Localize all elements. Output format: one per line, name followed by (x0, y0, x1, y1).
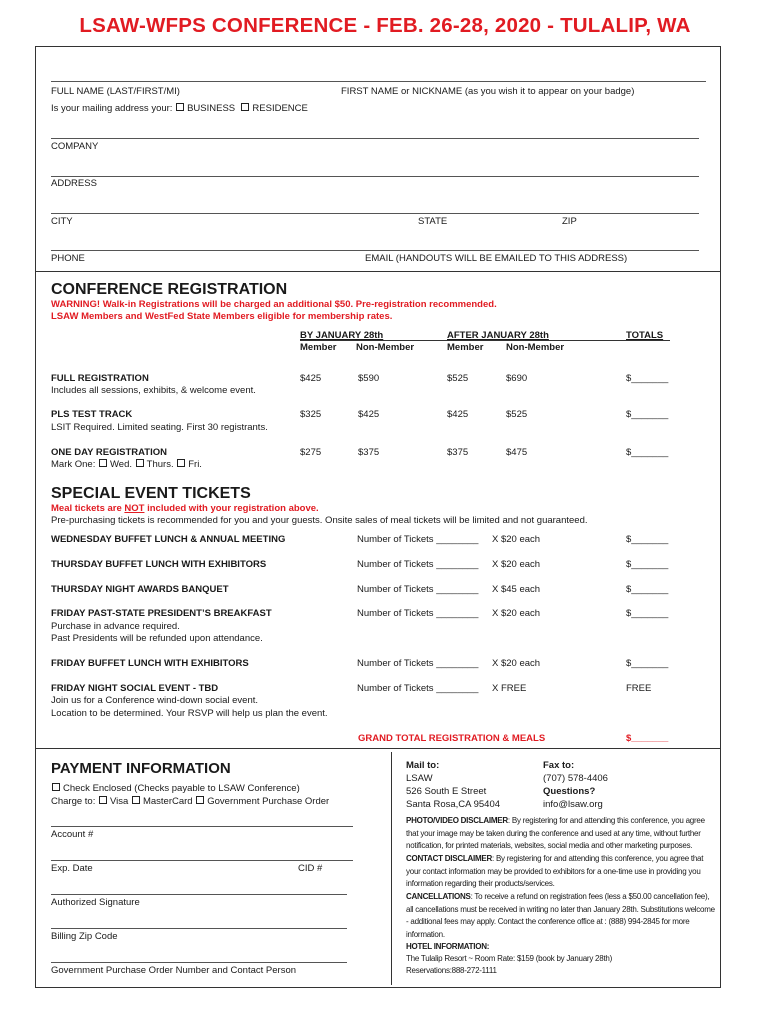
registration-heading: CONFERENCE REGISTRATION (51, 281, 288, 298)
exp-line[interactable] (51, 860, 353, 861)
pls-test-track-name: PLS TEST TRACK (51, 409, 133, 420)
signature-line[interactable] (51, 894, 347, 895)
ticket-thu-lunch-total[interactable]: $_______ (626, 559, 669, 570)
one-day-desc (51, 459, 202, 470)
ticket-breakfast-number[interactable]: Number of Tickets ________ (357, 608, 479, 619)
hotel-title: HOTEL INFORMATION: (406, 942, 490, 951)
mark-one-label: Mark One: (51, 459, 96, 470)
contact-disclaimer (406, 853, 706, 891)
cancellation-title: CANCELLATIONS (406, 892, 471, 901)
residence-label: RESIDENCE (252, 103, 308, 114)
thu-label: Thurs. (146, 459, 174, 470)
visa-label: Visa (110, 796, 129, 807)
fri-checkbox[interactable] (177, 459, 185, 467)
mastercard-checkbox[interactable] (132, 796, 140, 804)
full-registration-name: FULL REGISTRATION (51, 373, 149, 384)
hotel-line1: The Tulalip Resort ~ Room Rate: $159 (book by January 28th) (406, 954, 613, 963)
tickets-heading: SPECIAL EVENT TICKETS (51, 485, 251, 502)
cancellation-text: : To receive a refund on registration fees (less a $50.00 cancellation fee), all cancellations must be received in writing no later than January 28th. Substitutions welcome - additional fees may apply. Contact the conference office at : (888) 994-2845 for more information. (406, 892, 715, 939)
nonmember-col-2: Non-Member (506, 342, 565, 353)
visa-checkbox[interactable] (99, 796, 107, 804)
ticket-thu-lunch-name: THURSDAY BUFFET LUNCH WITH EXHIBITORS (51, 559, 267, 570)
ticket-breakfast-desc1: Purchase in advance required. (51, 621, 180, 632)
ticket-social-name: FRIDAY NIGHT SOCIAL EVENT - TBD (51, 683, 219, 694)
mail-line3: Santa Rosa,CA 95404 (406, 799, 501, 810)
fri-label: Fri. (188, 459, 202, 470)
wed-label: Wed. (110, 459, 133, 470)
state-label: STATE (418, 216, 448, 227)
ticket-breakfast-name: FRIDAY PAST-STATE PRESIDENT’S BREAKFAST (51, 608, 272, 619)
ticket-fri-lunch-total[interactable]: $_______ (626, 658, 669, 669)
full-reg-total-field[interactable]: $_______ (626, 373, 669, 384)
ticket-breakfast-price: X $20 each (492, 608, 541, 619)
tickets-note2: Pre-purchasing tickets is recommended for you and your guests. Onsite sales of meal tickets will be limited and not guaranteed. (51, 515, 588, 526)
mail-line2: 526 South E Street (406, 786, 487, 797)
after-date-header: AFTER JANUARY 28th (447, 330, 549, 341)
ticket-social-desc1: Join us for a Conference wind-down social event. (51, 695, 259, 706)
phone-label: PHONE (51, 253, 85, 264)
header-rule (300, 340, 670, 341)
one-day-name: ONE DAY REGISTRATION (51, 447, 167, 458)
ticket-fri-lunch-price: X $20 each (492, 658, 541, 669)
tickets-note (51, 503, 319, 514)
mastercard-label: MasterCard (142, 796, 193, 807)
ticket-breakfast-desc2: Past Presidents will be refunded upon attendance. (51, 633, 263, 644)
pls-by-nonmember: $425 (358, 409, 380, 420)
account-label: Account # (51, 829, 94, 840)
photo-disclaimer-title: PHOTO/VIDEO DISCLAIMER (406, 816, 508, 825)
mailing-question (51, 103, 308, 114)
po-label: Government Purchase Order Number and Contact Person (51, 965, 297, 976)
full-name-line[interactable] (51, 81, 706, 82)
cancellation-policy (406, 891, 716, 941)
charge-options (51, 796, 329, 807)
check-label: Check Enclosed (Checks payable to LSAW Conference) (63, 783, 300, 794)
tickets-note-post: included with your registration above. (144, 503, 319, 514)
mail-line1: LSAW (406, 773, 433, 784)
fax-label: Fax to: (543, 760, 575, 771)
billing-zip-line[interactable] (51, 928, 347, 929)
ticket-fri-lunch-number[interactable]: Number of Tickets ________ (357, 658, 479, 669)
nickname-label: FIRST NAME or NICKNAME (as you wish it to appear on your badge) (341, 86, 635, 97)
ticket-fri-lunch-name: FRIDAY BUFFET LUNCH WITH EXHIBITORS (51, 658, 249, 669)
tickets-note-not: NOT (124, 503, 145, 514)
page-title: LSAW-WFPS CONFERENCE - FEB. 26-28, 2020 - TULALIP, WA (79, 14, 691, 37)
wed-checkbox[interactable] (99, 459, 107, 467)
charge-to-label: Charge to: (51, 796, 96, 807)
payment-vertical-divider (391, 752, 392, 985)
member-eligibility: LSAW Members and WestFed State Members eligible for membership rates. (51, 311, 393, 322)
one-day-by-nonmember: $375 (358, 447, 380, 458)
check-checkbox[interactable] (52, 783, 60, 791)
full-registration-desc: Includes all sessions, exhibits, & welcome event. (51, 385, 256, 396)
payment-divider (35, 748, 720, 749)
ticket-breakfast-total[interactable]: $_______ (626, 608, 669, 619)
ticket-banquet-total[interactable]: $_______ (626, 584, 669, 595)
photo-disclaimer-text: : By registering for and attending this conference, you agree that your image may be taken during the conference and used at any time, without further notification, for printed materials, websites, social media and other marketing purposes. (406, 816, 705, 850)
residence-checkbox[interactable] (241, 103, 249, 111)
contact-disclaimer-text: : By registering for and attending this conference, you agree that your contact information may be provided to exhibitors for a one-time use in providing you information regarding their products/services. (406, 854, 704, 888)
address-label: ADDRESS (51, 178, 97, 189)
zip-label: ZIP (562, 216, 577, 227)
ticket-social-desc2: Location to be determined. Your RSVP will help us plan the event. (51, 708, 328, 719)
ticket-social-total: FREE (626, 683, 652, 694)
cid-label: CID # (298, 863, 323, 874)
questions-label: Questions? (543, 786, 596, 797)
ticket-thu-lunch-price: X $20 each (492, 559, 541, 570)
walkin-warning: WARNING! Walk-in Registrations will be charged an additional $50. Pre-registration recommended. (51, 299, 497, 310)
mail-label: Mail to: (406, 760, 440, 771)
ticket-wed-number[interactable]: Number of Tickets ________ (357, 534, 479, 545)
totals-header: TOTALS (626, 330, 664, 341)
address-line[interactable] (51, 176, 699, 177)
account-line[interactable] (51, 826, 353, 827)
grand-total-field[interactable]: $_______ (626, 733, 669, 744)
po-line[interactable] (51, 962, 347, 963)
contact-disclaimer-title: CONTACT DISCLAIMER (406, 854, 493, 863)
ticket-wed-name: WEDNESDAY BUFFET LUNCH & ANNUAL MEETING (51, 534, 286, 545)
ticket-banquet-name: THURSDAY NIGHT AWARDS BANQUET (51, 584, 229, 595)
fax-number: (707) 578-4406 (543, 773, 608, 784)
full-reg-by-member: $425 (300, 373, 322, 384)
info-email[interactable]: info@lsaw.org (543, 799, 603, 810)
exp-label: Exp. Date (51, 863, 93, 874)
company-label: COMPANY (51, 141, 99, 152)
city-line[interactable] (51, 213, 699, 214)
ticket-wed-price: X $20 each (492, 534, 541, 545)
one-day-total-field[interactable]: $_______ (626, 447, 669, 458)
email-label: EMAIL (HANDOUTS WILL BE EMAILED TO THIS ADDRESS) (365, 253, 628, 264)
ticket-social-number[interactable]: Number of Tickets ________ (357, 683, 479, 694)
by-date-header: BY JANUARY 28th (300, 330, 384, 341)
company-line[interactable] (51, 138, 699, 139)
city-label: CITY (51, 216, 73, 227)
gov-po-checkbox[interactable] (196, 796, 204, 804)
business-checkbox[interactable] (176, 103, 184, 111)
thu-checkbox[interactable] (136, 459, 144, 467)
tickets-note-pre: Meal tickets are (51, 503, 125, 514)
payment-heading: PAYMENT INFORMATION (51, 760, 231, 777)
check-option (51, 783, 300, 794)
ticket-wed-total[interactable]: $_______ (626, 534, 669, 545)
hotel-line2: Reservations:888-272-1111 (406, 966, 497, 975)
grand-total-label: GRAND TOTAL REGISTRATION & MEALS (358, 733, 546, 744)
member-col-2: Member (447, 342, 484, 353)
pls-after-nonmember: $525 (506, 409, 528, 420)
nonmember-col-1: Non-Member (356, 342, 415, 353)
ticket-banquet-number[interactable]: Number of Tickets ________ (357, 584, 479, 595)
mailing-question-text: Is your mailing address your: (51, 103, 173, 114)
full-name-label: FULL NAME (LAST/FIRST/MI) (51, 86, 180, 97)
ticket-banquet-price: X $45 each (492, 584, 541, 595)
business-label: BUSINESS (187, 103, 236, 114)
section-divider (35, 271, 720, 272)
pls-total-field[interactable]: $_______ (626, 409, 669, 420)
one-day-after-member: $375 (447, 447, 469, 458)
pls-by-member: $325 (300, 409, 322, 420)
ticket-thu-lunch-number[interactable]: Number of Tickets ________ (357, 559, 479, 570)
full-reg-after-member: $525 (447, 373, 469, 384)
billing-zip-label: Billing Zip Code (51, 931, 118, 942)
full-reg-by-nonmember: $590 (358, 373, 380, 384)
phone-line[interactable] (51, 250, 699, 251)
photo-disclaimer (406, 815, 716, 853)
pls-test-track-desc: LSIT Required. Limited seating. First 30 registrants. (51, 422, 268, 433)
signature-label: Authorized Signature (51, 897, 140, 908)
one-day-by-member: $275 (300, 447, 322, 458)
ticket-social-price: X FREE (492, 683, 527, 694)
gov-po-label: Government Purchase Order (207, 796, 330, 807)
full-reg-after-nonmember: $690 (506, 373, 528, 384)
one-day-after-nonmember: $475 (506, 447, 528, 458)
pls-after-member: $425 (447, 409, 469, 420)
member-col-1: Member (300, 342, 337, 353)
